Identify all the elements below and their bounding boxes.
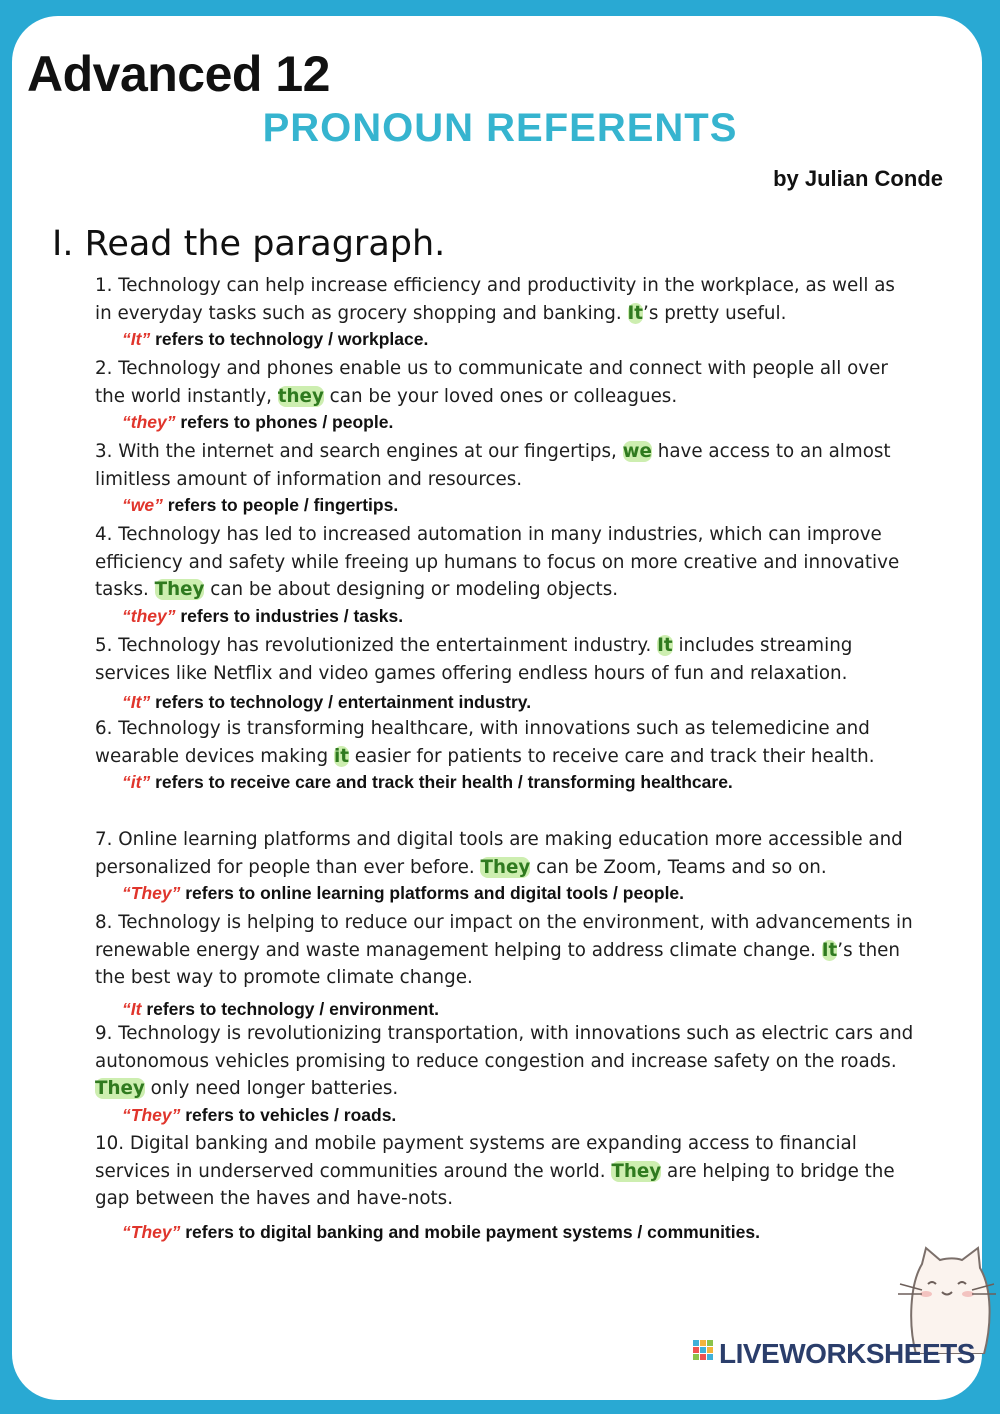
paragraph-text-before: 6. Technology is transforming healthcare, with innovations such as telemedicine and wearable devices making [95, 718, 870, 767]
page-subtitle: PRONOUN REFERENTS [262, 106, 738, 150]
exercise-item-8 [95, 909, 915, 1020]
paragraph-text-after: only need longer batteries. [144, 1078, 399, 1100]
referent-answer[interactable]: refers to technology / entertainment industry. [150, 692, 532, 713]
section-heading: I. Read the paragraph. [52, 224, 446, 264]
paragraph-text-before: 2. Technology and phones enable us to communicate and connect with people all over the world instantly, [95, 358, 888, 407]
exercise-item-6 [95, 715, 915, 793]
paragraph-text [95, 272, 915, 327]
paragraph-text-after: can be Zoom, Teams and so on. [530, 856, 827, 878]
exercise-item-7 [95, 826, 915, 904]
referent-answer[interactable]: refers to people / fingertips. [162, 495, 399, 516]
highlighted-pronoun[interactable]: they [277, 385, 324, 407]
paragraph-text [95, 1020, 915, 1103]
paragraph-text [95, 632, 915, 687]
paragraph-text-before: 9. Technology is revolutionizing transportation, with innovations such as electric cars and autonomous vehicles promising to reduce congestion and increase safety on the roads. [95, 1023, 914, 1072]
pronoun-quote: “They” [122, 1105, 181, 1126]
pronoun-quote: “they” [122, 606, 176, 627]
exercise-item-9 [95, 1020, 915, 1126]
referent-answer[interactable]: refers to technology / workplace. [150, 329, 429, 350]
highlighted-pronoun[interactable]: It [657, 635, 673, 656]
exercise-item-3 [95, 438, 915, 516]
referent-answer[interactable]: refers to online learning platforms and digital tools / people. [180, 883, 685, 904]
pronoun-quote: “it” [122, 772, 151, 793]
paragraph-text [95, 1130, 915, 1213]
pronoun-quote: “we” [122, 495, 163, 516]
paragraph-text-before: 1. Technology can help increase efficiency and productivity in the workplace, as well as in everyday tasks such as grocery shopping and banking. [95, 275, 895, 324]
referent-answer[interactable]: refers to vehicles / roads. [180, 1105, 397, 1126]
answer-line [122, 328, 915, 350]
pronoun-quote: “It” [122, 692, 151, 713]
highlighted-pronoun[interactable]: It [627, 302, 644, 324]
brand-name[interactable]: LIVEWORKSHEETS [719, 1337, 975, 1369]
pronoun-quote: “It [122, 999, 142, 1020]
liveworksheets-logo-icon [692, 1336, 716, 1371]
paragraph-text-after: easier for patients to receive care and track their health. [348, 745, 875, 767]
highlighted-pronoun[interactable]: They [95, 1078, 145, 1100]
answer-line [122, 882, 915, 904]
paragraph-text [95, 355, 915, 410]
paragraph-text-before: 3. With the internet and search engines at our fingertips, [95, 441, 623, 462]
author-credit: by Julian Conde [773, 166, 943, 191]
paragraph-text-before: 7. Online learning platforms and digital tools are making education more accessible and personalized for people than ever before. [95, 829, 903, 878]
paragraph-text-before: 8. Technology is helping to reduce our impact on the environment, with advancements in renewable energy and waste management helping to address climate change. [95, 912, 913, 961]
paragraph-text-after: can be about designing or modeling objects. [204, 579, 619, 601]
pronoun-quote: “They” [122, 883, 181, 904]
pronoun-quote: “they” [122, 412, 176, 433]
referent-answer[interactable]: refers to industries / tasks. [175, 606, 404, 627]
highlighted-pronoun[interactable]: we [622, 441, 652, 462]
answer-line [122, 998, 915, 1020]
answer-line [122, 411, 915, 433]
paragraph-text-after: includes streaming services like Netflix and video games offering endless hours of fun and relaxation. [95, 635, 853, 684]
highlighted-pronoun[interactable]: They [480, 856, 531, 878]
exercise-item-4 [95, 521, 915, 627]
highlighted-pronoun[interactable]: It [821, 939, 838, 961]
exercise-item-2 [95, 355, 915, 433]
answer-line [122, 771, 915, 793]
pronoun-quote: “They” [122, 1222, 181, 1243]
paragraph-text-after: ’s pretty useful. [643, 302, 787, 324]
paragraph-text [95, 715, 915, 770]
highlighted-pronoun[interactable]: They [154, 579, 205, 601]
paragraph-text [95, 909, 915, 992]
referent-answer[interactable]: refers to technology / environment. [141, 999, 440, 1020]
exercise-item-10 [95, 1130, 915, 1243]
page-title: Advanced 12 [27, 46, 330, 102]
answer-line [122, 1104, 915, 1126]
answer-line [122, 605, 915, 627]
paragraph-text-before: 10. Digital banking and mobile payment systems are expanding access to financial services in underserved communities around the world. [95, 1133, 857, 1182]
referent-answer[interactable]: refers to receive care and track their health / transforming healthcare. [150, 772, 733, 793]
exercise-item-5 [95, 632, 915, 713]
paragraph-text [95, 438, 915, 493]
paragraph-text-before: 5. Technology has revolutionized the entertainment industry. [95, 635, 658, 656]
referent-answer[interactable]: refers to digital banking and mobile payment systems / communities. [180, 1222, 760, 1243]
paragraph-text [95, 521, 915, 604]
paragraph-text-after: can be your loved ones or colleagues. [323, 385, 678, 407]
paragraph-text-after: are helping to bridge the gap between the haves and have-nots. [95, 1160, 895, 1210]
pronoun-quote: “It” [122, 329, 151, 350]
referent-answer[interactable]: refers to phones / people. [175, 412, 394, 433]
answer-line [122, 691, 915, 713]
answer-line [122, 494, 915, 516]
paragraph-text [95, 826, 915, 881]
paragraph-text-after: ’s then the best way to promote climate change. [95, 939, 901, 989]
paragraph-text-before: 4. Technology has led to increased automation in many industries, which can improve efficiency and safety while freeing up humans to focus on more creative and innovative tasks. [95, 524, 900, 601]
liveworksheets-brand [692, 1336, 975, 1371]
paragraph-text-after: have access to an almost limitless amount of information and resources. [95, 441, 891, 490]
highlighted-pronoun[interactable]: it [333, 745, 349, 767]
exercise-item-1 [95, 272, 915, 350]
answer-line [122, 1221, 915, 1243]
highlighted-pronoun[interactable]: They [611, 1160, 662, 1182]
